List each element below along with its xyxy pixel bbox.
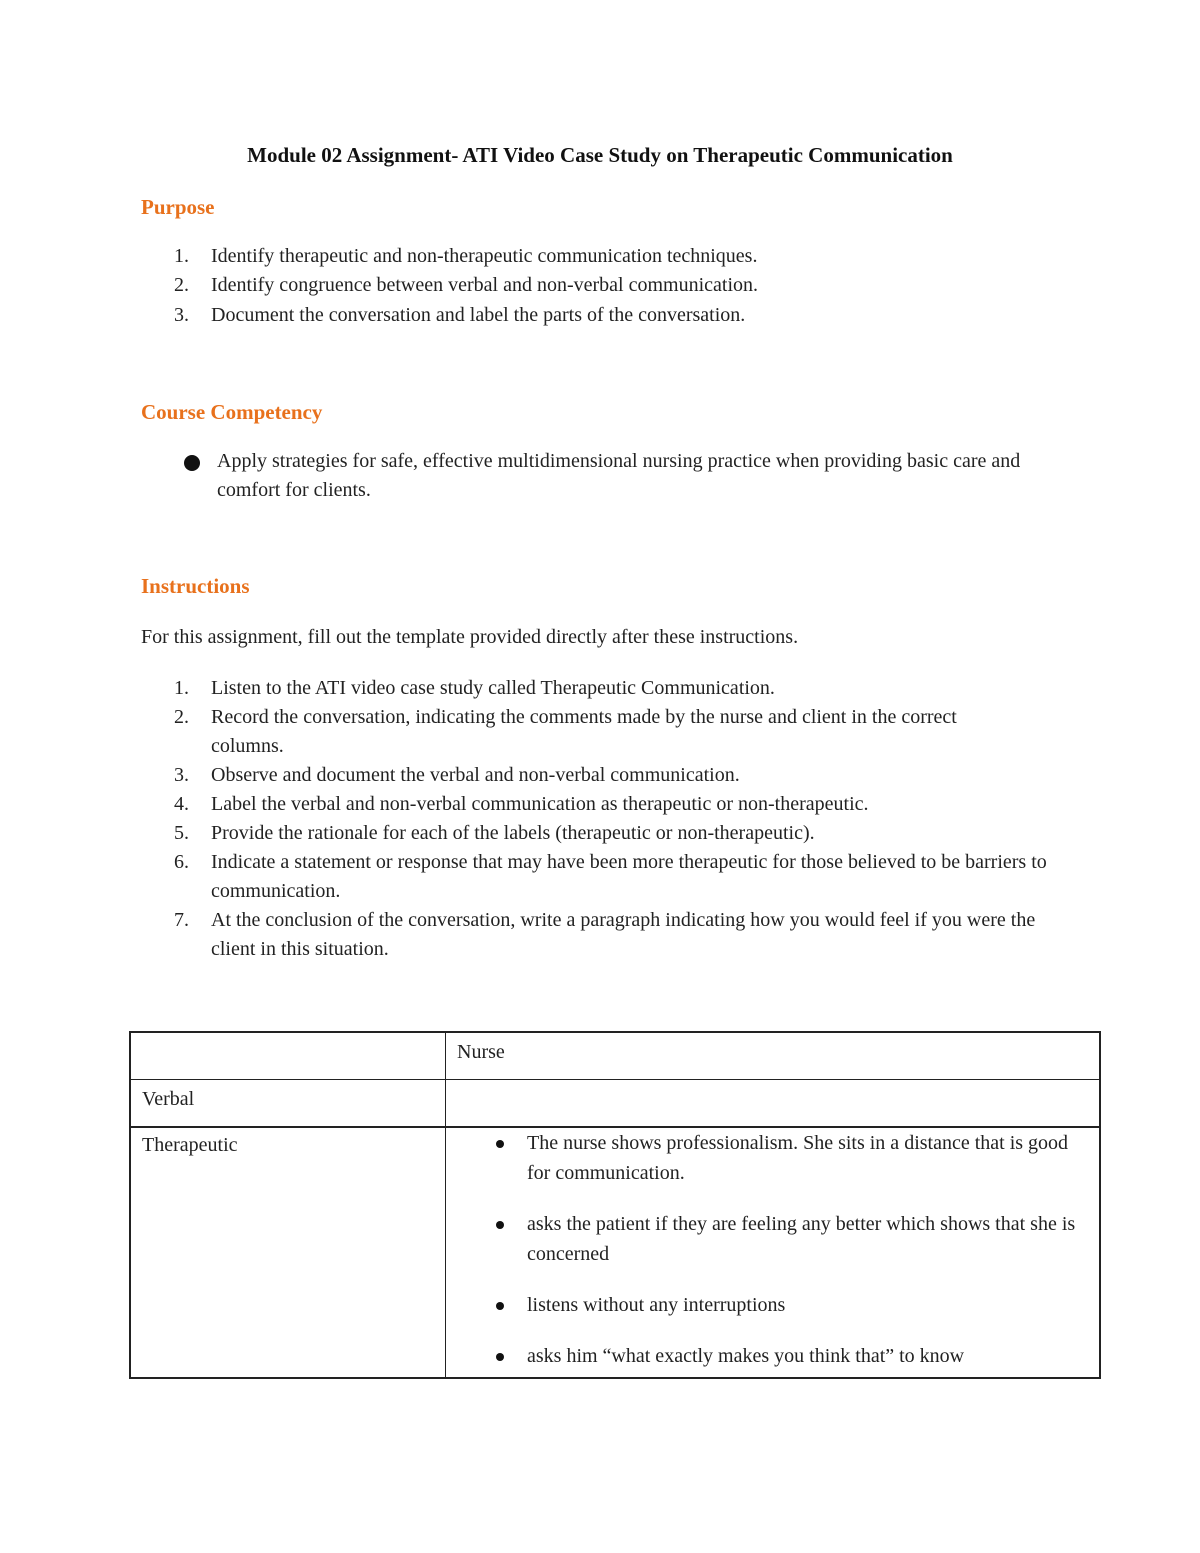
list-text: Indicate a statement or response that may have been more therapeutic for those believed to be barriers to communication. [211, 851, 1047, 902]
list-number: 1. [174, 677, 189, 699]
table-cell [446, 1032, 1101, 1080]
list-number: 2. [174, 706, 189, 728]
list-number: 3. [174, 304, 189, 326]
table-row [130, 1080, 1100, 1128]
instructions-heading: Instructions [141, 574, 250, 598]
list-number: 2. [174, 274, 189, 296]
competency-text: Apply strategies for safe, effective multidimensional nursing practice when providing basic care and comfort for clients. [217, 450, 1021, 501]
verbal-row-value [446, 1080, 1099, 1086]
list-text: Identify therapeutic and non-therapeutic communication techniques. [211, 245, 758, 267]
list-text: Identify congruence between verbal and non-verbal communication. [211, 274, 759, 296]
table-row [130, 1127, 1100, 1378]
list-item [446, 1341, 1099, 1371]
list-number: 3. [174, 764, 189, 786]
table-cell [130, 1032, 446, 1080]
verbal-row-label: Verbal [142, 1088, 195, 1110]
therapeutic-row-label: Therapeutic [142, 1134, 238, 1156]
bullet-icon [496, 1302, 504, 1310]
document-title: Module 02 Assignment- ATI Video Case Study on Therapeutic Communication [247, 143, 953, 167]
list-text: Observe and document the verbal and non-verbal communication. [211, 764, 740, 786]
nurse-column-header: Nurse [457, 1041, 505, 1063]
table-cell [446, 1127, 1101, 1378]
list-item [446, 1209, 1099, 1269]
list-number: 5. [174, 822, 189, 844]
bullet-text: asks the patient if they are feeling any better which shows that she is concerned [527, 1213, 1076, 1265]
list-text: Label the verbal and non-verbal communication as therapeutic or non-therapeutic. [211, 793, 869, 815]
list-number: 6. [174, 851, 189, 873]
bullet-icon [496, 1221, 504, 1229]
table-row [130, 1032, 1100, 1080]
list-text: At the conclusion of the conversation, write a paragraph indicating how you would feel if you were the client in this situation. [211, 909, 1036, 960]
list-item [446, 1128, 1099, 1188]
competency-heading: Course Competency [141, 400, 323, 424]
list-text: Listen to the ATI video case study called Therapeutic Communication. [211, 677, 775, 699]
bullet-icon [496, 1353, 504, 1361]
list-text: Document the conversation and label the parts of the conversation. [211, 304, 746, 326]
bullet-text: listens without any interruptions [527, 1294, 786, 1316]
purpose-heading: Purpose [141, 195, 215, 219]
list-text: Provide the rationale for each of the labels (therapeutic or non-therapeutic). [211, 822, 815, 844]
list-text: Record the conversation, indicating the comments made by the nurse and client in the correct columns. [211, 706, 957, 757]
table-cell [130, 1127, 446, 1378]
list-number: 7. [174, 909, 189, 931]
list-number: 1. [174, 245, 189, 267]
bullet-icon [496, 1140, 504, 1148]
instructions-intro: For this assignment, fill out the template provided directly after these instructions. [141, 626, 799, 648]
table-cell [130, 1080, 446, 1128]
list-number: 4. [174, 793, 189, 815]
table-cell [446, 1080, 1101, 1128]
bullet-icon [184, 455, 200, 471]
header-empty [131, 1033, 445, 1039]
therapeutic-bullet-list [446, 1128, 1099, 1371]
list-item [446, 1290, 1099, 1320]
communication-table [129, 1031, 1101, 1379]
bullet-text: asks him “what exactly makes you think that” to know [527, 1345, 965, 1367]
bullet-text: The nurse shows professionalism. She sits in a distance that is good for communication. [527, 1132, 1069, 1184]
